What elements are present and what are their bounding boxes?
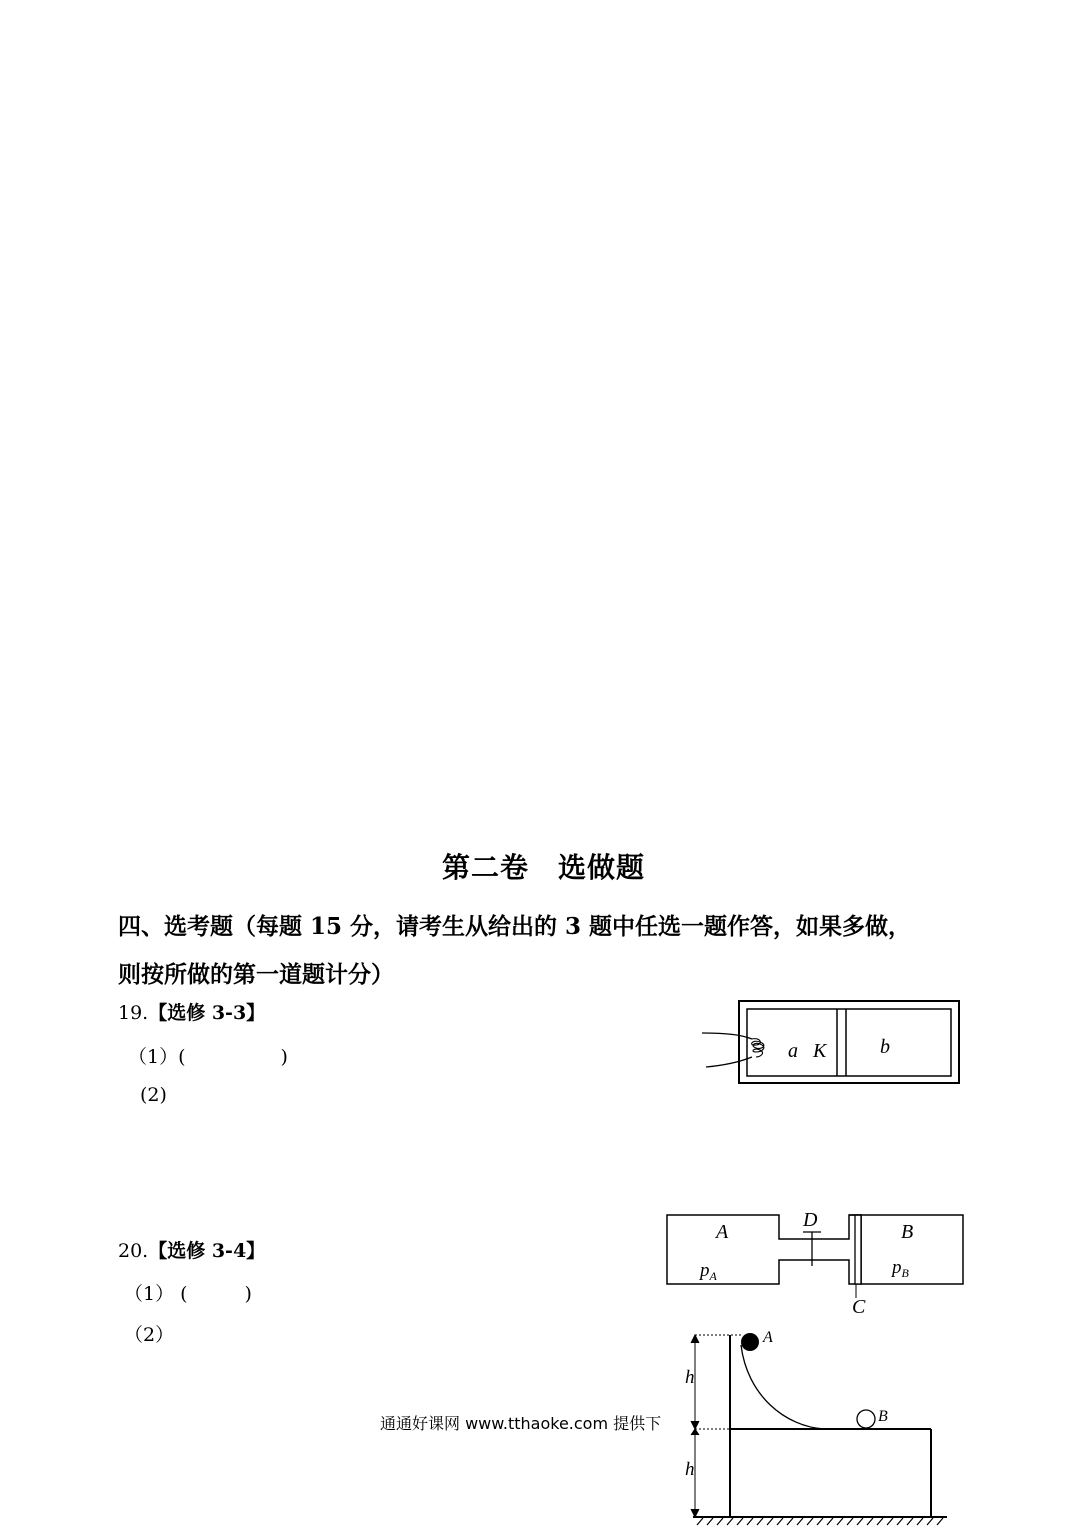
ball-b [857, 1410, 875, 1428]
label-a: A [763, 1329, 773, 1346]
label-a: A [716, 1221, 729, 1243]
label-k: K [813, 1040, 827, 1062]
label-b: b [880, 1036, 890, 1058]
question-20-label: 【选修 3-4】 [148, 1240, 266, 1262]
ball-a [741, 1333, 759, 1351]
section-title: 第二卷 选做题 [441, 851, 645, 884]
question-20-part-2: （2） [124, 1324, 175, 1346]
label-h-lower: h [685, 1459, 695, 1480]
ground-hatching [697, 1518, 943, 1525]
cylinder-figure [700, 995, 965, 1090]
question-19-number: 19. [118, 1002, 149, 1024]
label-pa: $p_A$ [700, 1260, 717, 1283]
heater-coil-icon [752, 1039, 764, 1057]
question-20-heading [118, 1236, 265, 1263]
label-b: B [878, 1408, 888, 1425]
instructions-line-2: 则按所做的第一道题计分） [118, 961, 394, 988]
ramp-figure [675, 1325, 960, 1530]
label-pb: $p_B$ [892, 1257, 909, 1280]
tanks-figure [660, 1205, 970, 1320]
label-c: C [852, 1296, 866, 1318]
label-a: a [788, 1040, 798, 1062]
question-19-heading [118, 998, 265, 1025]
label-h-upper: h [685, 1367, 695, 1388]
label-b: B [901, 1221, 914, 1243]
label-d: D [803, 1209, 818, 1231]
question-20-part-1: （1） ( ) [124, 1283, 252, 1305]
question-20-number: 20. [118, 1240, 149, 1262]
footer-watermark: 通通好课网 www.tthaoke.com 提供下 [380, 1414, 662, 1433]
question-19-part-1: （1）( ) [128, 1046, 288, 1068]
question-19-part-2: (2) [140, 1084, 167, 1106]
instructions-line-1: 四、选考题（每题 15 分，请考生从给出的 3 题中任选一题作答，如果多做， [118, 913, 912, 940]
question-19-label: 【选修 3-3】 [148, 1002, 266, 1024]
